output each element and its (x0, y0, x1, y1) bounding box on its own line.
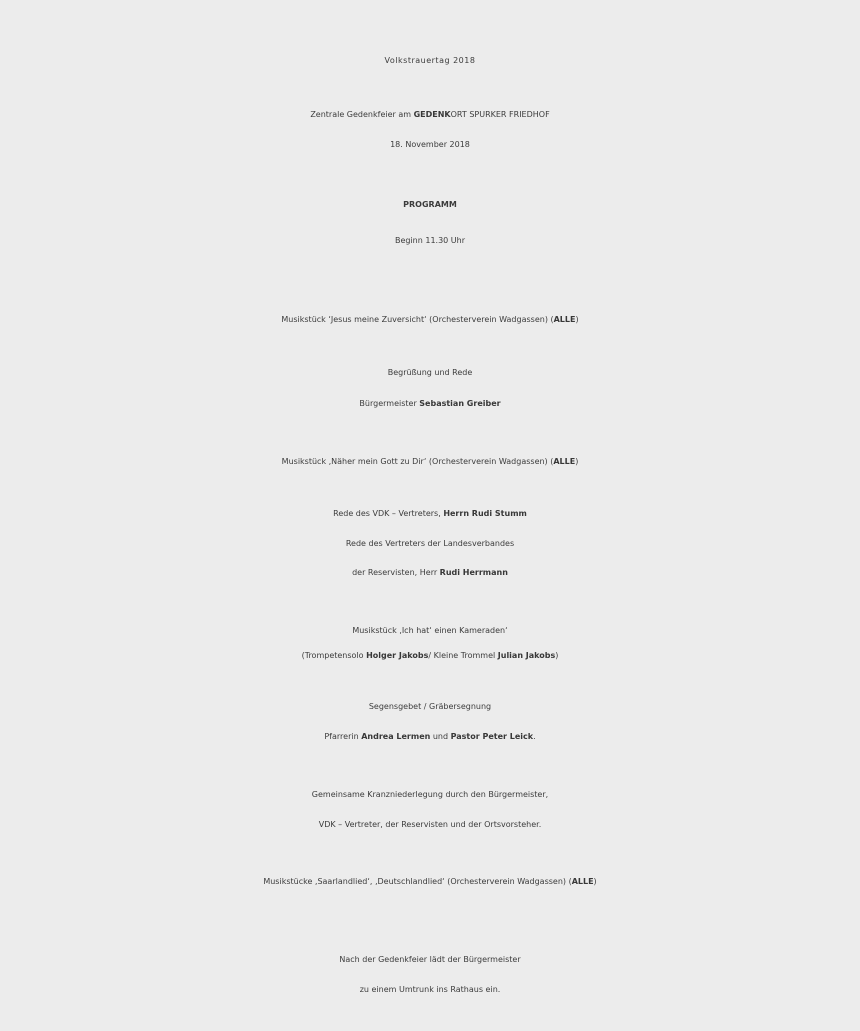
blessing-period: . (533, 732, 536, 741)
subtitle-bold: GEDENK (413, 110, 451, 119)
speech-line-2: Rede des Vertreters der Landesverbandes (345, 539, 515, 548)
blessing-role: Pfarrerin (324, 732, 362, 741)
greeting-line-2 (0, 400, 860, 408)
speech-line-3 (0, 569, 860, 577)
start-time: Beginn 11.30 Uhr (394, 236, 466, 245)
program-heading: PROGRAMM (403, 200, 457, 209)
speech-line-3-text: der Reservisten, Herr (352, 568, 440, 577)
music-item-3-mid: / Kleine Trommel (428, 651, 498, 660)
blessing-and: und (430, 732, 451, 741)
wreath-line-2: VDK – Vertreter, der Reservisten und der Ortsvorsteher. (318, 820, 542, 829)
event-date: 18. November 2018 (390, 140, 470, 149)
music-item-1-text: Musikstück ‘Jesus meine Zuversicht‘ (Orchesterverein Wadgassen) ( (281, 315, 554, 324)
blessing-line-2 (0, 733, 860, 741)
greeting-line-1: Begrüßung und Rede (387, 368, 473, 377)
greeting-role: Bürgermeister (359, 399, 420, 408)
blessing-name-2: Pastor Peter Leick (450, 732, 534, 741)
page-title: Volkstrauertag 2018 (384, 56, 476, 65)
music-item-4 (0, 878, 860, 886)
subtitle-pre: Zentrale Gedenkfeier am (310, 110, 414, 119)
music-item-3-name-1: Holger Jakobs (366, 651, 429, 660)
music-item-3-line-1: Musikstück ‚Ich hat‘ einen Kameraden‘ (352, 626, 508, 635)
music-item-4-text: Musikstücke ‚Saarlandlied‘, ‚Deutschlandlied‘ (Orchesterverein Wadgassen) ( (263, 877, 572, 886)
closing-line-1: Nach der Gedenkfeier lädt der Bürgermeister (339, 955, 521, 964)
speech-line-1-name: Herrn Rudi Stumm (443, 509, 527, 518)
music-item-4-bold: ALLE (571, 877, 594, 886)
speech-line-1-text: Rede des VDK – Vertreters, (333, 509, 444, 518)
blessing-name-1: Andrea Lermen (361, 732, 431, 741)
music-item-3-line-2 (0, 652, 860, 660)
subtitle-post: ORT SPURKER FRIEDHOF (450, 110, 550, 119)
music-item-1 (0, 316, 860, 324)
music-item-1-bold: ALLE (553, 315, 576, 324)
closing-line-2: zu einem Umtrunk ins Rathaus ein. (359, 985, 501, 994)
music-item-2-close: ) (575, 457, 579, 466)
blessing-line-1: Segensgebet / Gräbersegnung (368, 702, 492, 711)
music-item-1-close: ) (575, 315, 579, 324)
music-item-2 (0, 458, 860, 466)
music-item-3-pre: (Trompetensolo (301, 651, 367, 660)
music-item-3-name-2: Julian Jakobs (497, 651, 556, 660)
music-item-2-text: Musikstück ‚Näher mein Gott zu Dir‘ (Orchesterverein Wadgassen) ( (281, 457, 554, 466)
music-item-3-close: ) (555, 651, 559, 660)
speech-line-3-name: Rudi Herrmann (439, 568, 508, 577)
wreath-line-1: Gemeinsame Kranzniederlegung durch den Bürgermeister, (311, 790, 549, 799)
greeting-name: Sebastian Greiber (419, 399, 501, 408)
music-item-4-close: ) (593, 877, 597, 886)
music-item-2-bold: ALLE (553, 457, 576, 466)
subtitle (0, 111, 860, 119)
speech-line-1 (0, 510, 860, 518)
